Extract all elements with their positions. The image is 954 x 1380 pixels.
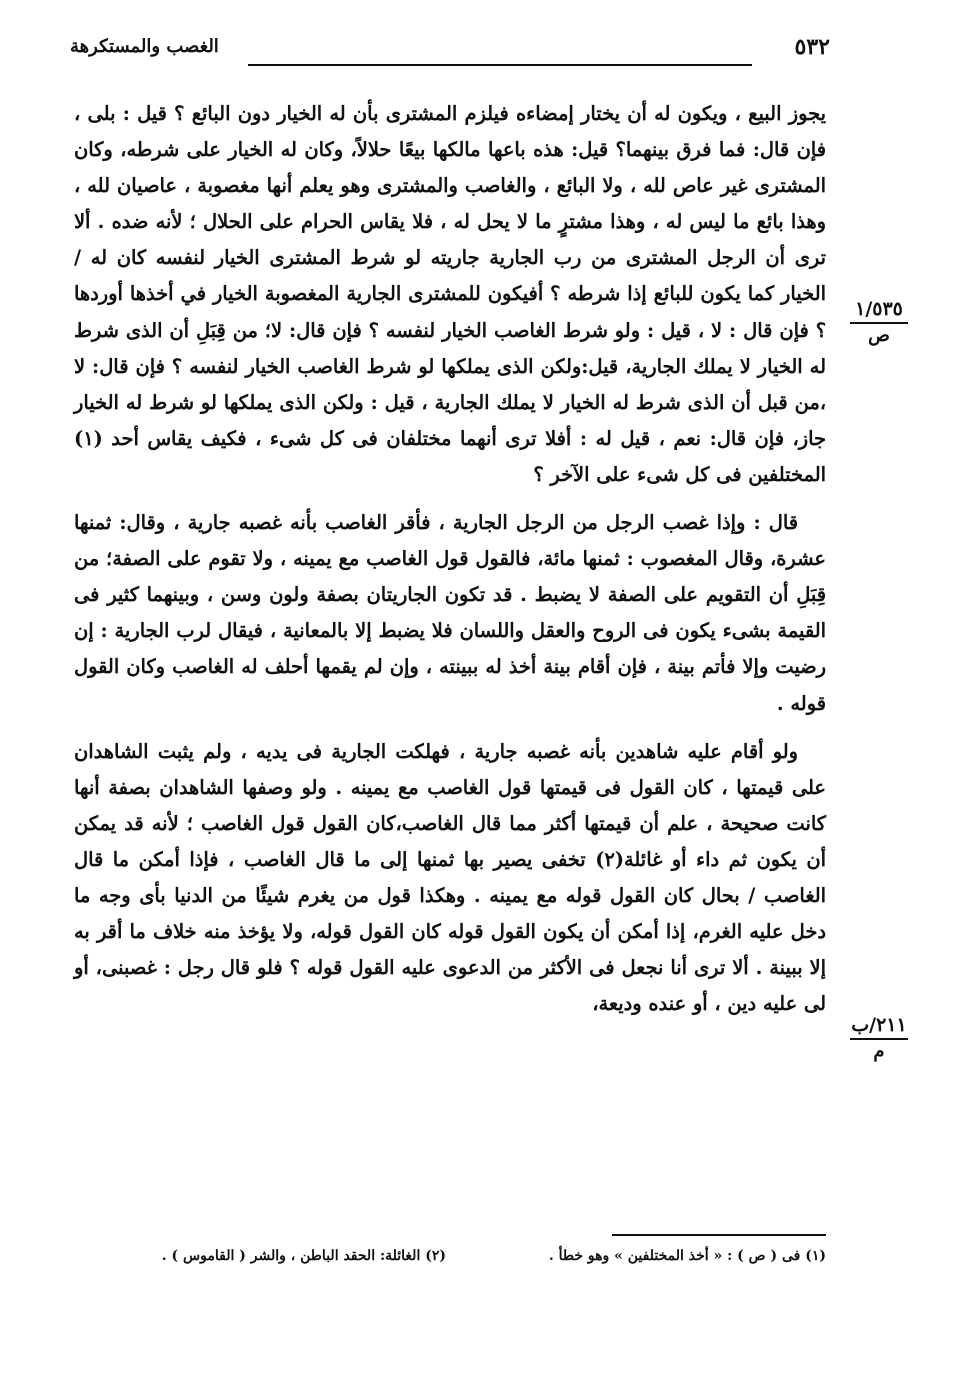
margin-note-manuscript-s (844, 296, 914, 348)
body-text (74, 96, 826, 1022)
footnote-rule (612, 1234, 826, 1236)
margin-note-ref: ٢١١/ب (851, 1014, 907, 1036)
margin-note-ref: ١/٥٣٥ (855, 298, 903, 320)
paragraph-gap (74, 493, 826, 505)
running-title: الغصب والمستكرهة (70, 36, 219, 57)
paragraph-2: قال : وإذا غصب الرجل من الرجل الجارية ، فأقر الغاصب بأنه غصبه جارية ، وقال: ثمنها عشرة، وقال المغصوب : ثمنها مائة، فالقول قول الغاصب مع يمينه ، ولا تقوم على الصفة؛ من قِبَلِ أن التقويم على الصفة لا يضبط . قد تكون الجاريتان بصفة ولون وسن ، وبينهما كثير فى القيمة بشىء يكون فى الروح والعقل واللسان فلا يضبط إلا بالمعانية ، فيقال لرب الجارية : إن رضيت وإلا فأتم بينة ، فإن أقام بينة أخذ له ببينته ، وإن لم يقمها أحلف له الغاصب وكان القول قوله . (74, 511, 826, 715)
footnote-2: (٢) الغائلة: الحقد الباطن ، والشر ( القاموس ) . (161, 1248, 446, 1264)
margin-note-sub: م (873, 1041, 885, 1062)
paragraph-3: ولو أقام عليه شاهدين بأنه غصبه جارية ، فهلكت الجارية فى يديه ، ولم يثبت الشاهدان على قيمتها ، كان القول فى قيمتها قول الغاصب مع يمينه . ولو وصفها الشاهدان بصفة أنها كانت صحيحة ، علم أن قيمتها أكثر مما قال الغاصب،كان القول قول الغاصب ؛ لأنه قد يمكن أن يكون ثم داء أو غائلة(٢) تخفى يصير بها ثمنها إلى ما قال الغاصب ، فإذا أمكن ما قال الغاصب / بحال كان القول قوله مع يمينه . وهكذا قول من يغرم شيئًا من الدنيا بأى وجه ما دخل عليه الغرم، إذا أمكن أن يكون القول قوله كان القول قوله، ولا يؤخذ منه خلاف ما أقر به إلا ببينة . ألا ترى أنا نجعل فى الأكثر من الدعوى عليه القول قوله ؟ فلو قال رجل : غصبنى، أو لى عليه دين ، أو عنده وديعة، (74, 739, 826, 1016)
page-header (70, 30, 830, 74)
margin-note-manuscript-m (844, 1012, 914, 1064)
margin-note-sub: ص (868, 325, 890, 346)
page-number: ٥٣٢ (794, 34, 830, 60)
footnote-1: (١) فى ( ص ) : « أخذ المختلفين » وهو خطأ . (548, 1248, 826, 1264)
header-rule (248, 64, 752, 66)
paragraph-1: يجوز البيع ، ويكون له أن يختار إمضاءه فيلزم المشترى بأن له الخيار دون البائع ؟ قيل : بلى ، فإن قال: فما فرق بينهما؟ قيل: هذه باعها مالكها بيعًا حلالاً، وكان له الخيار على شرطه، وكان المشترى غير عاص لله ، ولا البائع ، والغاصب والمشترى وهو يعلم أنها مغصوبة ، عاصيان لله ، وهذا بائع ما ليس له ، وهذا مشترٍ ما لا يحل له ، فلا يقاس الحرام على الحلال ؛ لأنه ضده . ألا ترى أن الرجل المشترى من رب الجارية جاريته لو شرط المشترى الخيار لنفسه كان له / الخيار كما يكون للبائع إذا شرطه ؟ أفيكون للمشترى الجارية المغصوبة الخيار في أخذها أوردها ؟ فإن قال : لا ، قيل : ولو شرط الغاصب الخيار لنفسه ؟ فإن قال: لا؛ من قِبَلِ أن الذى شرط له الخيار لا يملك الجارية، قيل:ولكن الذى يملكها لو شرط الغاصب الخيار لنفسه ؟ فإن قال: لا ،من قبل أن الذى شرط له الخيار لا يملك الجارية ، قيل : ولكن الذى يملكها لو شرط له الخيار جاز، فإن قال: نعم ، قيل له : أفلا ترى أنهما مختلفان فى كل شىء ، فكيف يقاس أحد (١) المختلفين فى كل شىء على الآخر ؟ (74, 102, 826, 486)
paragraph-gap (74, 722, 826, 734)
